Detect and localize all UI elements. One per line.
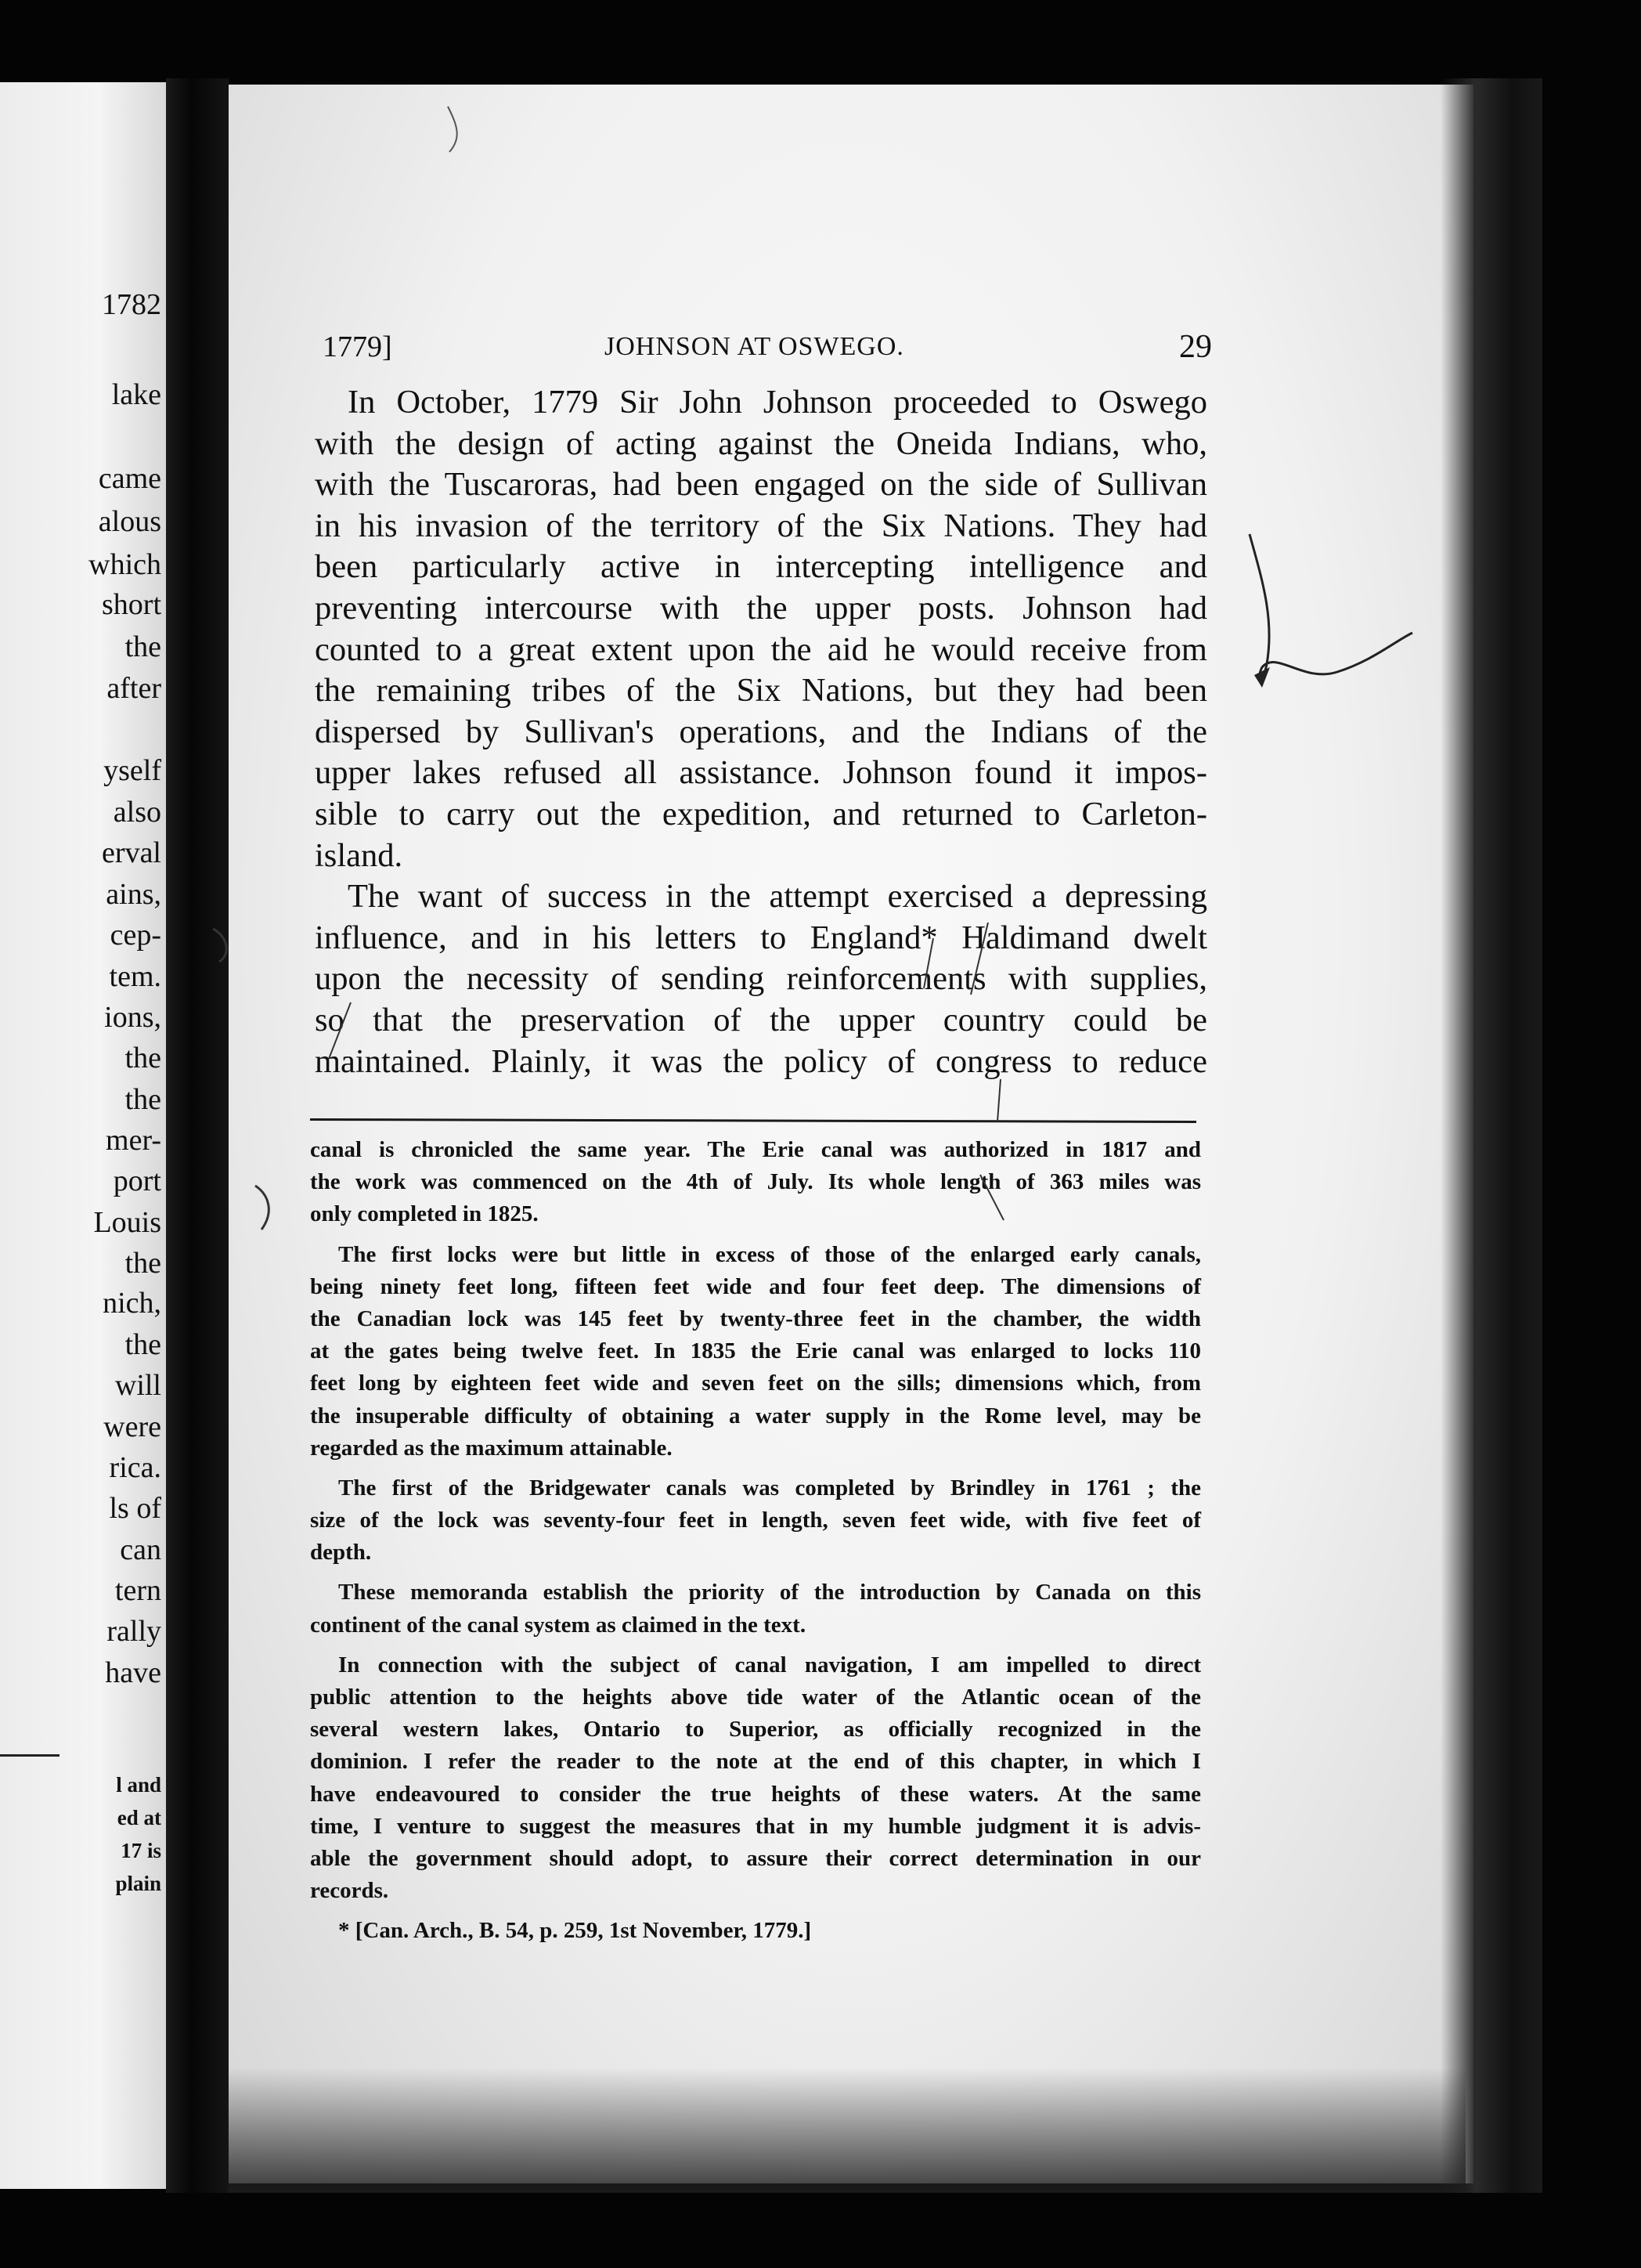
footnote-gap — [310, 1641, 1201, 1649]
body-line: preventing intercourse with the upper posts. Johnson had — [315, 589, 1207, 627]
footnote-line: public attention to the heights above tide water of the Atlantic ocean of the — [310, 1685, 1201, 1710]
body-line: In October, 1779 Sir John Johnson proceeded to Oswego — [348, 384, 1207, 421]
body-line: influence, and in his letters to England* Haldimand dwelt — [315, 919, 1207, 956]
left-page-line: were — [103, 1410, 161, 1443]
footnote-line: the Canadian lock was 145 feet by twenty-three feet in the chamber, the width — [310, 1306, 1201, 1331]
body-line: sible to carry out the expedition, and returned to Carleton- — [315, 795, 1207, 832]
left-page-note-line: 17 is — [121, 1839, 161, 1862]
left-page-line: the — [124, 1328, 161, 1361]
footnote-gap — [310, 1907, 1201, 1915]
left-page-line: ains, — [106, 878, 161, 911]
left-page-note-line: plain — [115, 1872, 161, 1895]
left-page-line: have — [105, 1656, 161, 1689]
footnote-line: at the gates being twelve feet. In 1835 the Erie canal was enlarged to locks 110 — [310, 1338, 1201, 1364]
footnote-line: able the government should adopt, to assure their correct determination in our — [310, 1845, 1201, 1871]
footnote-line: continent of the canal system as claimed in the text. — [310, 1612, 806, 1638]
left-page-line: which — [88, 548, 161, 581]
footnote-line: regarded as the maximum attainable. — [310, 1435, 673, 1461]
left-page-line: rica. — [109, 1451, 161, 1484]
left-page-line: the — [124, 1247, 161, 1280]
left-page-line: yself — [103, 754, 161, 787]
left-page-line: rally — [106, 1615, 161, 1648]
left-page-line: tern — [114, 1574, 161, 1607]
body-line: upper lakes refused all assistance. Johnson found it impos- — [315, 754, 1207, 792]
left-footnote-rule — [0, 1754, 60, 1757]
left-page-note-line: ed at — [117, 1806, 161, 1829]
left-page-line: can — [120, 1533, 161, 1566]
footnote-line: In connection with the subject of canal navigation, I am impelled to direct — [338, 1652, 1201, 1678]
footnote-line: records. — [310, 1878, 389, 1904]
footnote-gap — [310, 1569, 1201, 1576]
left-page-line: short — [102, 588, 161, 621]
body-line: The want of success in the attempt exercised a depressing — [348, 878, 1207, 916]
left-page-line: ions, — [104, 1001, 161, 1034]
body-line: the remaining tribes of the Six Nations, but they had been — [315, 672, 1207, 710]
footnote-line: have endeavoured to consider the true heights of these waters. At the same — [310, 1781, 1201, 1807]
running-head — [323, 327, 1212, 367]
footnote-line: time, I venture to suggest the measures that in my humble judgment it is advis- — [310, 1813, 1201, 1839]
left-page-line: cep- — [110, 919, 161, 952]
left-page-line: 1782 — [102, 288, 161, 321]
left-page-line: port — [113, 1165, 161, 1197]
body-line: maintained. Plainly, it was the policy of congress to reduce — [315, 1042, 1207, 1080]
body-line: been particularly active in intercepting intelligence and — [315, 548, 1207, 586]
body-line: with the Tuscaroras, had been engaged on the side of Sullivan — [315, 466, 1207, 504]
footnote-line: size of the lock was seventy-four feet in length, seven feet wide, with five feet of — [310, 1508, 1201, 1533]
footnote-line: being ninety feet long, fifteen feet wide and four feet deep. The dimensions of — [310, 1273, 1201, 1299]
left-page-note-line: l and — [116, 1773, 161, 1797]
left-page-line: the — [124, 630, 161, 663]
body-text — [315, 382, 1207, 1082]
footnote-line: the insuperable difficulty of obtaining a water supply in the Rome level, may be — [310, 1403, 1201, 1428]
left-page-line: the — [124, 1083, 161, 1116]
footnote-line: feet long by eighteen feet wide and seven feet on the sills; dimensions which, from — [310, 1371, 1201, 1396]
page-edge-shadow — [1441, 78, 1542, 2193]
body-line: so that the preservation of the upper country could be — [315, 1001, 1207, 1038]
body-line: upon the necessity of sending reinforcements with supplies, — [315, 960, 1207, 998]
body-line: in his invasion of the territory of the Six Nations. They had — [315, 507, 1207, 544]
footnote-line: The first of the Bridgewater canals was completed by Brindley in 1761 ; the — [338, 1475, 1201, 1501]
left-page-line: after — [106, 672, 161, 705]
left-page-fragment — [0, 82, 166, 2189]
left-page-line: the — [124, 1042, 161, 1074]
footnotes — [310, 1134, 1201, 1948]
footnote-line: These memoranda establish the priority of the introduction by Canada on this — [338, 1580, 1201, 1605]
footnote-line: The first locks were but little in excess of those of the enlarged early canals, — [338, 1241, 1201, 1267]
left-page-line: Louis — [93, 1206, 161, 1239]
left-page-line: ls of — [109, 1492, 161, 1525]
book-gutter — [166, 78, 229, 2193]
left-page-line: mer- — [106, 1124, 161, 1157]
footnote-line: only completed in 1825. — [310, 1201, 539, 1227]
footnote-gap — [310, 1464, 1201, 1472]
body-line: island. — [315, 836, 403, 874]
left-page-line: erval — [102, 836, 161, 869]
left-page-line: also — [113, 796, 161, 829]
running-head-year: 1779] — [323, 330, 392, 363]
body-line: with the design of acting against the Oneida Indians, who, — [315, 424, 1207, 462]
page-bottom-shadow — [229, 2068, 1466, 2193]
left-page-line: tem. — [109, 960, 161, 993]
footnote-line: the work was commenced on the 4th of July. Its whole length of 363 miles was — [310, 1169, 1201, 1195]
left-page-line: nich, — [103, 1287, 161, 1320]
running-head-title: JOHNSON AT OSWEGO. — [604, 332, 904, 361]
left-page-line: alous — [98, 505, 161, 538]
body-line: dispersed by Sullivan's operations, and the Indians of the — [315, 713, 1207, 750]
footnote-line: depth. — [310, 1540, 372, 1566]
footnote-line: canal is chronicled the same year. The Erie canal was authorized in 1817 and — [310, 1137, 1201, 1162]
left-page-line: lake — [111, 378, 161, 411]
body-line: counted to a great extent upon the aid he would receive from — [315, 630, 1207, 668]
left-page-line: came — [98, 462, 161, 495]
footnote-gap — [310, 1231, 1201, 1239]
page-number: 29 — [1179, 329, 1212, 365]
citation-footnote: * [Can. Arch., B. 54, p. 259, 1st November, 1779.] — [338, 1918, 812, 1944]
footnote-line: dominion. I refer the reader to the note at the end of this chapter, in which I — [310, 1749, 1201, 1775]
footnote-line: several western lakes, Ontario to Superior, as officially recognized in the — [310, 1717, 1201, 1743]
left-page-line: will — [114, 1369, 161, 1402]
